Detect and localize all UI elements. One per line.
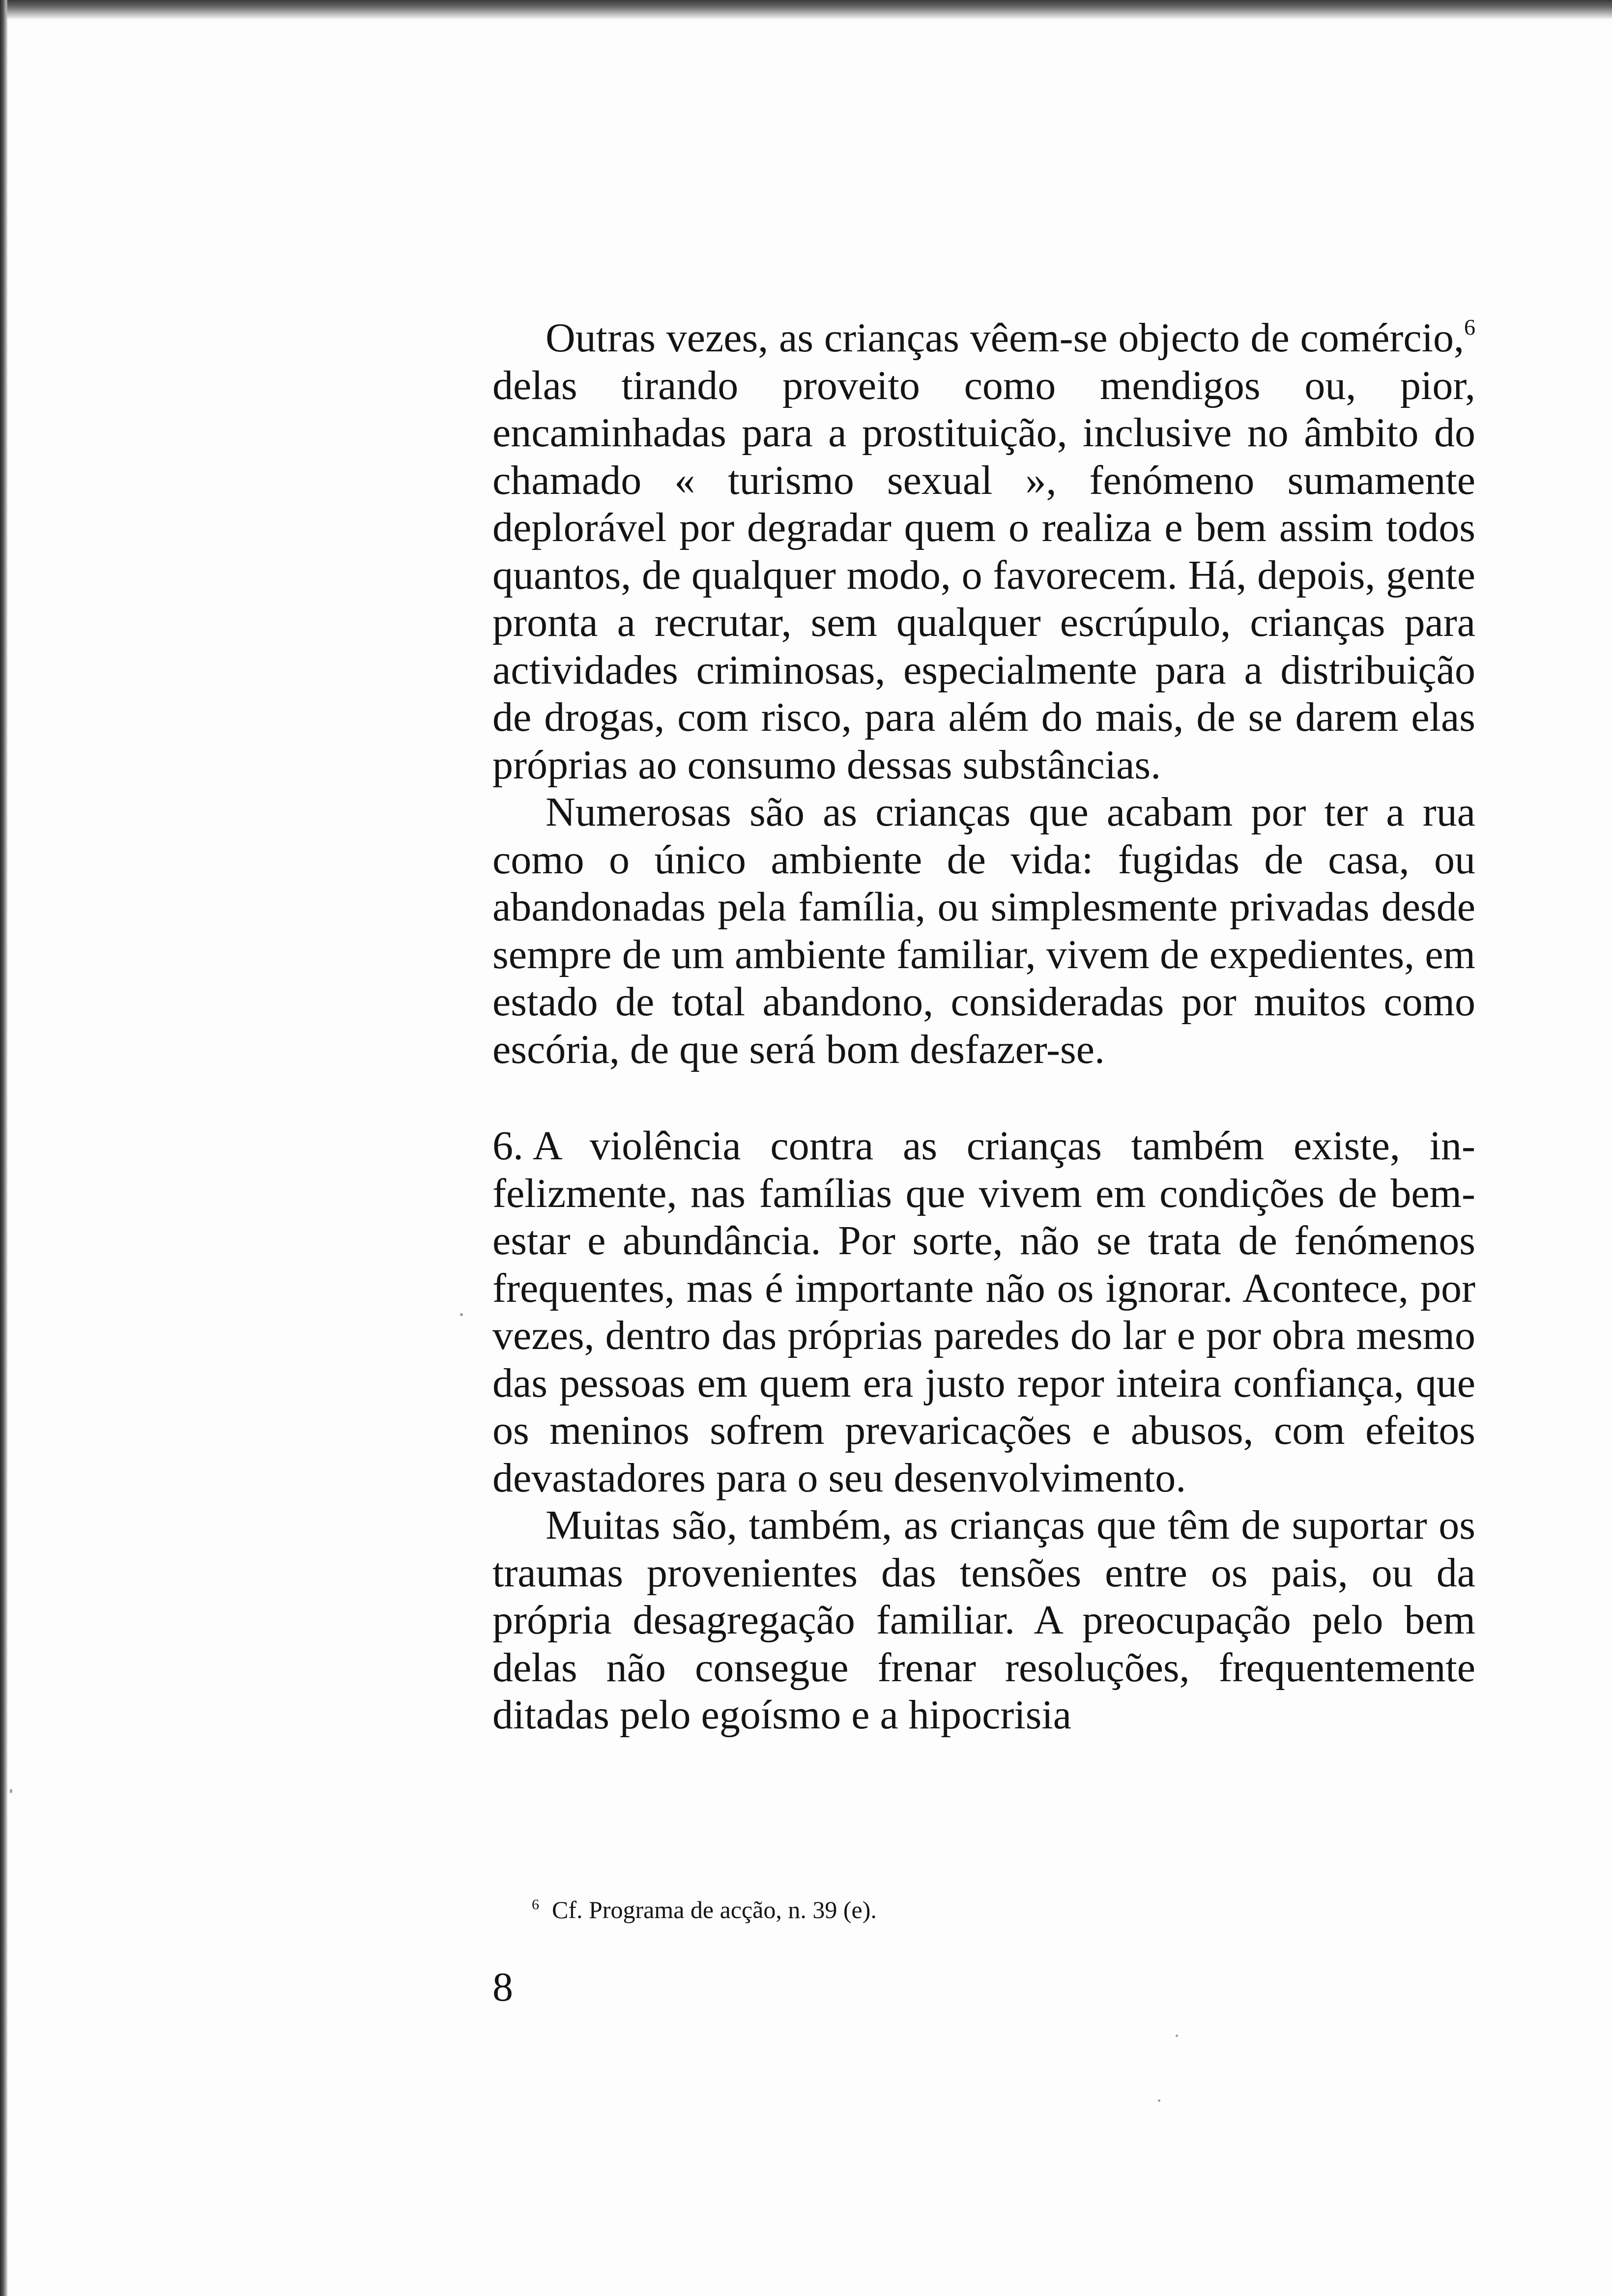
footnote-reference: 6: [1464, 315, 1475, 340]
footnote: [532, 1895, 1466, 1924]
body-text-column: [492, 315, 1475, 1739]
page-number: 8: [492, 1964, 513, 2010]
scan-speck: [460, 1313, 463, 1316]
scan-speck: [10, 1789, 12, 1793]
paragraph-children-commerce: [492, 315, 1475, 789]
footnote-mark: 6: [532, 1896, 539, 1913]
paragraph-street-children: Numerosas são as crianças que acabam por ter a rua como o único ambiente de vida: fugidas de casa, ou abandonadas pela família, ou simplesmente privadas desde sempre de um ambiente familiar, vivem de expedientes, em estado de total abandono, consideradas por muitos como escória, de que será bom desfazer-se.: [492, 789, 1475, 1072]
paragraph-text-part: Outras vezes, as crianças vêem-se objecto de comércio,: [546, 315, 1464, 361]
paragraph-section-6: [492, 1122, 1475, 1502]
section-number: 6.: [492, 1123, 523, 1169]
paragraph-text: A violência contra as crianças também existe, infelizmente, nas famílias que vivem em condições de bem-estar e abundância. Por sorte, não se trata de fenómenos frequentes, mas é importante não os ignorar. Acontece, por vezes, dentro das próprias paredes do lar e por obra mesmo das pessoas em quem era justo repor inteira confiança, que os meninos sofrem prevaricações e abusos, com efeitos devastadores para o seu desenvolvimento.: [492, 1123, 1475, 1501]
scan-speck: [1176, 2035, 1178, 2037]
scan-speck: [1158, 2099, 1160, 2102]
paragraph-family-traumas: Muitas são, também, as crianças que têm de suportar os traumas provenientes das tensões entre os pais, ou da própria desagregação familiar. A preocupação pelo bem delas não consegue frenar resoluções, frequentemente ditadas pelo egoísmo e a hipocrisia: [492, 1502, 1475, 1738]
footnote-text: Cf. Programa de acção, n. 39 (e).: [552, 1896, 877, 1923]
scan-edge-left: [0, 0, 8, 2296]
scan-edge-top: [0, 0, 1612, 20]
paragraph-text-part: delas tirando proveito como mendigos ou, pior, encaminhadas para a prostituição, inclusive no âmbito do chamado « turismo sexual », fenómeno sumamente deplorável por degradar quem o realiza e bem assim todos quantos, de qualquer modo, o favorecem. Há, depois, gente pronta a recrutar, sem qualquer escrúpulo, crianças para actividades criminosas, especialmente para a distribuição de drogas, com risco, para além do mais, de se darem elas próprias ao consumo dessas substâncias.: [492, 362, 1475, 788]
